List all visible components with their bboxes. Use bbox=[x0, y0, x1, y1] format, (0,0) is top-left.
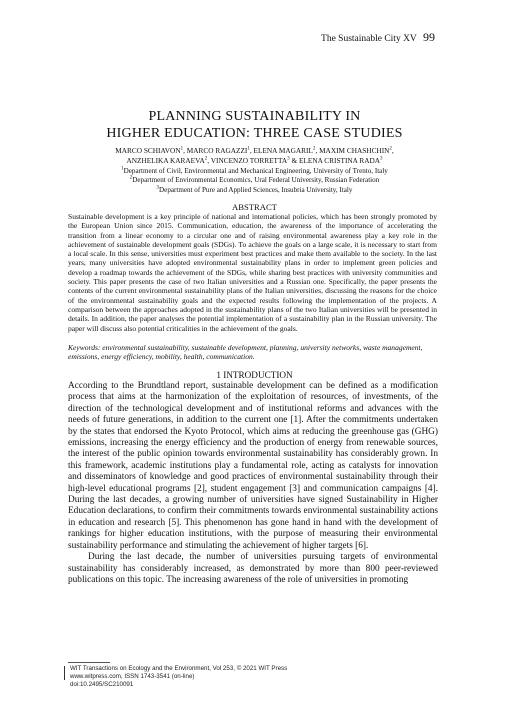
author-list bbox=[62, 146, 447, 165]
publisher-logo-icon bbox=[64, 666, 69, 680]
author-affil-sup: 2 bbox=[389, 146, 392, 152]
author-name: , MARCO RAGAZZI bbox=[183, 146, 248, 155]
author-name: , ELENA MAGARIL bbox=[249, 146, 313, 155]
affiliation-text: Department of Environmental Economics, Ural Federal University, Russian Federation bbox=[132, 176, 380, 185]
intro-paragraph-1: According to the Brundtland report, sustainable development can be defined as a modification process that aims at the harmonization of the exploitation of resources, of investments, of the direction of the technological development and of institutional reforms and advances with the needs of future generations, in addition to the current one [1]. After the commitments undertaken by the states that endorsed the Kyoto Protocol, which aims at reducing the greenhouse gas (GHG) emissions, increasing the energy efficiency and the production of energy from renewable sources, the interest of the public opinion towards environmental sustainability has considerably grown. In this framework, academic institutions play a fundamental role, acting as catalysts for innovation and disseminators of knowledge and good practices of environmental sustainability through their high-level educational programs [2], student engagement [3] and communication campaigns [4]. During the last decades, a growing number of universities have signed Sustainability in Higher Education declarations, to confirm their commitments towards environmental sustainability actions in education and research [5]. This phenomenon has gone hand in hand with the development of rankings for higher education institutions, with the purpose of measuring their environmental sustainability performance and stimulating the achievement of higher targets [6]. bbox=[68, 381, 438, 551]
author-name: , VINCENZO TORRETTA bbox=[207, 155, 288, 165]
affiliation-sup: 3 bbox=[156, 185, 160, 191]
author-name: , MAXIM CHASHCHIN bbox=[315, 146, 390, 155]
section-heading-introduction: 1 INTRODUCTION bbox=[216, 370, 293, 380]
keywords-label: Keywords: bbox=[68, 343, 101, 352]
affiliation-list bbox=[62, 167, 447, 195]
author-name: MARCO SCHIAVON bbox=[115, 146, 181, 155]
affiliation-text: Department of Pure and Applied Sciences, Insubria University, Italy bbox=[159, 185, 353, 194]
title-line-1: PLANNING SUSTAINABILITY IN bbox=[148, 109, 361, 124]
author-name: ANZHELIKA KARAEVA bbox=[126, 155, 205, 165]
affiliation-2 bbox=[62, 176, 447, 185]
author-name: & ELENA CRISTINA RADA bbox=[289, 155, 381, 165]
author-affil-sup: 3 bbox=[380, 156, 383, 162]
affiliation-1 bbox=[62, 167, 447, 176]
affiliation-sup: 2 bbox=[129, 176, 133, 182]
title-line-2: HIGHER EDUCATION: THREE CASE STUDIES bbox=[106, 126, 403, 141]
author-affil-sup: 2 bbox=[312, 146, 316, 152]
paper-title bbox=[62, 108, 447, 142]
author-affil-sup: 2 bbox=[204, 156, 208, 162]
author-affil-sup: 1 bbox=[247, 146, 250, 152]
footer-line-1: WIT Transactions on Ecology and the Environment, Vol 253, © 2021 WIT Press bbox=[70, 665, 288, 672]
affiliation-text: Department of Civil, Environmental and Mechanical Engineering, University of Trento, Italy bbox=[123, 167, 388, 175]
footer-line-2: www.witpress.com, ISSN 1743-3541 (on-line) bbox=[70, 672, 195, 680]
running-head bbox=[321, 30, 435, 45]
affiliation-sup: 1 bbox=[121, 166, 124, 172]
author-separator: , bbox=[391, 146, 394, 155]
footer-doi: doi:10.2495/SC210091 bbox=[70, 680, 134, 688]
page-number: 99 bbox=[423, 30, 435, 44]
abstract-heading: ABSTRACT bbox=[232, 202, 277, 212]
intro-paragraph-2: During the last decade, the number of universities pursuing targets of environmental sustainability has considerably increased, as demonstrated by more than 800 peer-reviewed publications on this topic. The increasing awareness of the role of universities in promoting bbox=[68, 552, 438, 585]
author-affil-sup: 3 bbox=[287, 156, 290, 162]
keywords bbox=[68, 343, 437, 362]
abstract-body bbox=[68, 212, 437, 333]
affiliation-3 bbox=[62, 186, 447, 195]
author-affil-sup: 1 bbox=[180, 146, 184, 152]
abstract-text: Sustainable development is a key principle of national and international policies, which has been strongly promoted by the European Union since 2015. Communication, education, the awareness of the importance of accelerating the transition from a linear economy to a circular one and of raising environmental awareness play a key role in the achievement of sustainable development goals (SDGs). To achieve the goals on a large scale, it is necessary to start from a local scale. In this sense, universities must experiment best practices and make them available to the society. In the last years, many universities have adopted environmental sustainability plans in order to implement green policies and develop a roadmap towards the achievement of the SDGs, while sharing best practices with university communities and society. This paper presents the case of two Italian universities and a Russian one. Specifically, the paper presents the contents of the current environmental sustainability plans of the Italian universities, discussing the reasons for the choice of the environmental sustainability goals and the expected results following the implementation of the projects. A comparison between the approaches adopted in the sustainability plans of the two Italian universities will be presented in details. In addition, the paper analyses the potential implementation of a sustainability plan in the Russian university. The paper will discuss also potential criticalities in the achievement of the goals. bbox=[68, 212, 437, 333]
introduction-body bbox=[68, 381, 438, 586]
footer-divider bbox=[68, 662, 110, 663]
publisher-footer bbox=[70, 665, 287, 689]
author-line-1 bbox=[62, 146, 447, 156]
journal-name: The Sustainable City XV bbox=[321, 34, 417, 44]
author-line-2 bbox=[62, 156, 447, 166]
keywords-text: environmental sustainability, sustainable development, planning, university networks, waste management, emissions, energy efficiency, mobility, health, communication. bbox=[68, 343, 423, 362]
